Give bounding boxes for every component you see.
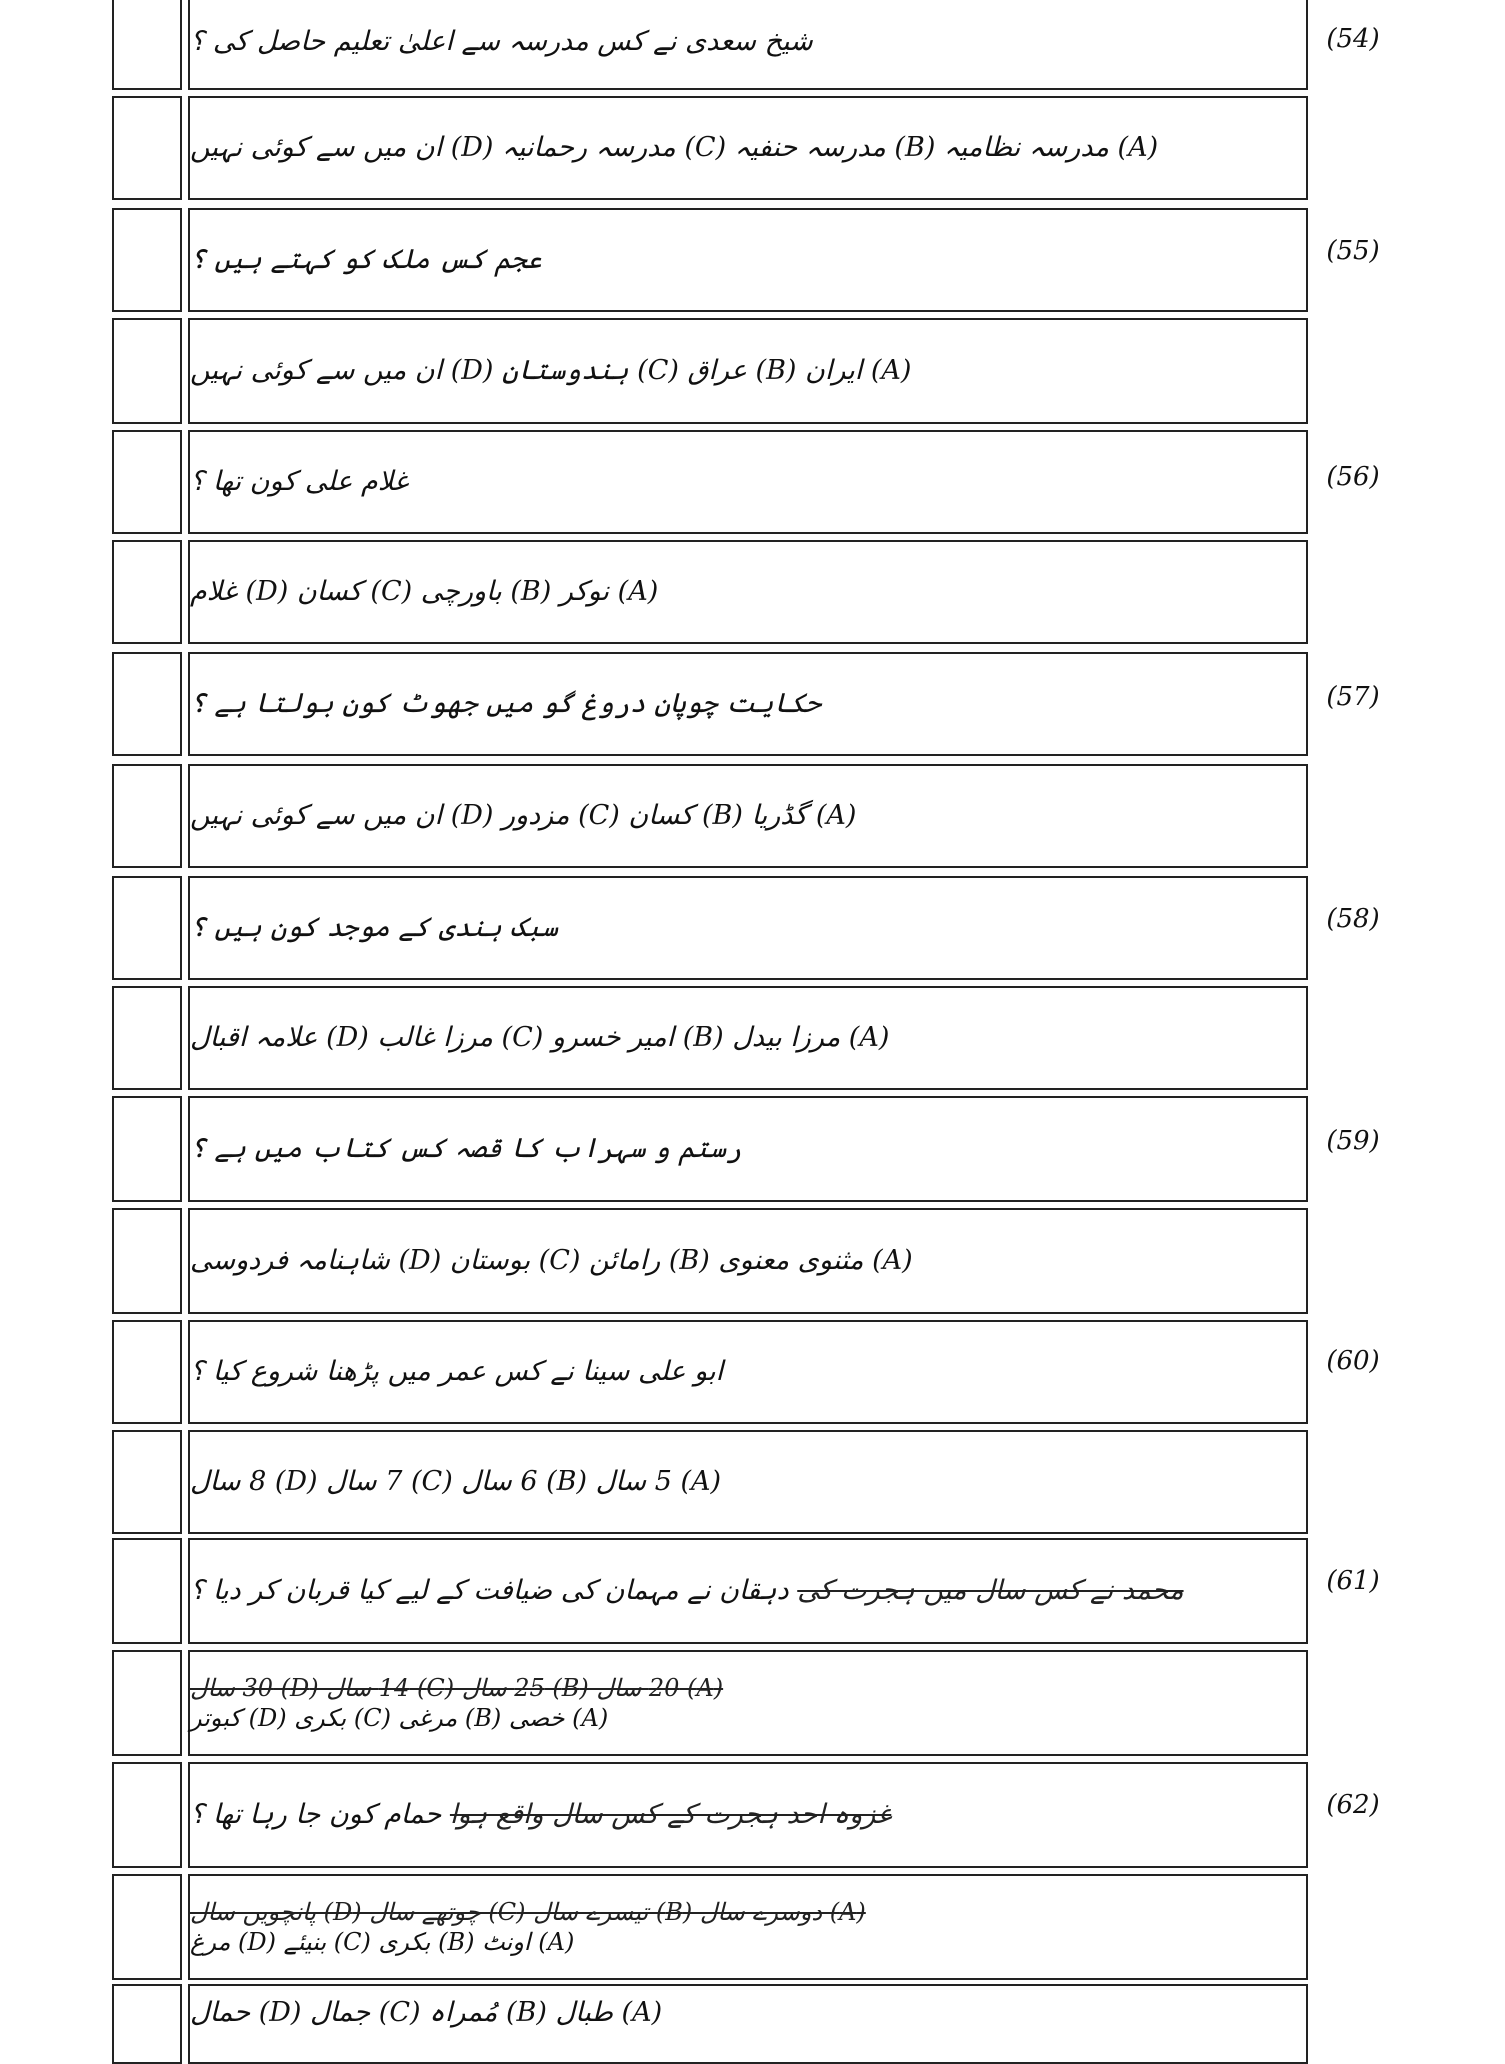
options-row-61 bbox=[112, 1650, 1308, 1756]
question-number: (57) bbox=[1326, 682, 1380, 712]
options-cell bbox=[188, 1984, 1308, 2064]
answer-box[interactable] bbox=[112, 318, 182, 424]
question-row-58 bbox=[112, 876, 1308, 980]
question-text: حکایت چوپان دروغ گو میں جھوٹ کون بولتا ہے ؟ bbox=[190, 688, 821, 720]
question-text: رستم و سہراب کا قصہ کس کتاب میں ہے ؟ bbox=[190, 1133, 742, 1165]
question-text: غلام علی کون تھا ؟ bbox=[190, 466, 408, 498]
answer-box[interactable] bbox=[112, 652, 182, 756]
question-text: حمام کون جا رہا تھا ؟ bbox=[190, 1799, 442, 1831]
question-row-57 bbox=[112, 652, 1308, 756]
question-row-60 bbox=[112, 1320, 1308, 1424]
options-cell bbox=[188, 986, 1308, 1090]
question-text: ابو علی سینا نے کس عمر میں پڑھنا شروع کیا ؟ bbox=[190, 1356, 724, 1388]
answer-box[interactable] bbox=[112, 1538, 182, 1644]
question-cell bbox=[188, 0, 1308, 90]
question-row-55 bbox=[112, 208, 1308, 312]
question-cell bbox=[188, 430, 1308, 534]
answer-box[interactable] bbox=[112, 1208, 182, 1314]
options-text: (A) گڈریا (B) کسان (C) مزدور (D) ان میں سے کوئی نہیں bbox=[190, 800, 857, 832]
options-row-56 bbox=[112, 540, 1308, 644]
question-text: عجم کس ملک کو کہتے ہیں ؟ bbox=[190, 244, 543, 276]
question-cell bbox=[188, 1538, 1308, 1644]
answer-box[interactable] bbox=[112, 1096, 182, 1202]
question-number: (60) bbox=[1326, 1346, 1380, 1376]
answer-box[interactable] bbox=[112, 876, 182, 980]
question-row-61 bbox=[112, 1538, 1308, 1644]
answer-box[interactable] bbox=[112, 1762, 182, 1868]
question-number: (55) bbox=[1326, 236, 1380, 266]
question-cell bbox=[188, 1096, 1308, 1202]
answer-box[interactable] bbox=[112, 1984, 182, 2064]
question-text: سبک ہندی کے موجد کون ہیں ؟ bbox=[190, 912, 558, 944]
options-text: (A) طبال (B) مُمراہ (C) جمال (D) حمال bbox=[190, 1997, 663, 2028]
answer-box[interactable] bbox=[112, 540, 182, 644]
answer-box[interactable] bbox=[112, 1650, 182, 1756]
question-row-54 bbox=[112, 0, 1308, 90]
question-cell bbox=[188, 1320, 1308, 1424]
options-row-57 bbox=[112, 764, 1308, 868]
question-cell bbox=[188, 208, 1308, 312]
question-cell bbox=[188, 1762, 1308, 1868]
options-row-62 bbox=[112, 1874, 1308, 1980]
options-text: (A) نوکر (B) باورچی (C) کسان (D) غلام bbox=[190, 576, 659, 608]
options-text: (A) مدرسہ نظامیہ (B) مدرسہ حنفیہ (C) مدرسہ رحمانیہ (D) ان میں سے کوئی نہیں bbox=[190, 132, 1159, 164]
answer-box[interactable] bbox=[112, 1874, 182, 1980]
options-text: (A) مرزا بیدل (B) امیر خسرو (C) مرزا غالب (D) علامہ اقبال bbox=[190, 1022, 890, 1054]
question-text: دہقان نے مہمان کی ضیافت کے لیے کیا قربان کر دیا ؟ bbox=[190, 1575, 789, 1607]
options-cell bbox=[188, 1650, 1308, 1756]
options-text: (A) ایران (B) عراق (C) ہندوستان (D) ان میں سے کوئی نہیں bbox=[190, 355, 912, 387]
struck-options-text: (A) 20 سال (B) 25 سال (C) 14 سال (D) 30 سال bbox=[190, 1674, 724, 1702]
options-row-58 bbox=[112, 986, 1308, 1090]
options-cell bbox=[188, 1208, 1308, 1314]
question-cell bbox=[188, 652, 1308, 756]
struck-question-text: محمد نے کس سال میں ہجرت کی bbox=[797, 1575, 1184, 1607]
options-cell bbox=[188, 96, 1308, 200]
options-cell bbox=[188, 1874, 1308, 1980]
answer-box[interactable] bbox=[112, 1320, 182, 1424]
question-number: (61) bbox=[1326, 1566, 1380, 1596]
options-row-55 bbox=[112, 318, 1308, 424]
question-row-56 bbox=[112, 430, 1308, 534]
options-cell bbox=[188, 1430, 1308, 1534]
struck-options-text: (A) دوسرے سال (B) تیسرے سال (C) چوتھے سال (D) پانچویں سال bbox=[190, 1898, 866, 1926]
options-text: (A) مثنوی معنوی (B) رامائن (C) بوستان (D) شاہنامہ فردوسی bbox=[190, 1245, 913, 1277]
options-cell bbox=[188, 540, 1308, 644]
question-number: (54) bbox=[1326, 24, 1380, 54]
question-cell bbox=[188, 876, 1308, 980]
options-row-54 bbox=[112, 96, 1308, 200]
question-number: (59) bbox=[1326, 1126, 1380, 1156]
options-text: (A) اونٹ (B) بکری (C) بنیئے (D) مرغ bbox=[190, 1928, 575, 1956]
answer-box[interactable] bbox=[112, 1430, 182, 1534]
question-row-62 bbox=[112, 1762, 1308, 1868]
options-text: (A) خصی (B) مرغی (C) بکری (D) کبوتر bbox=[190, 1704, 609, 1732]
options-row-63 bbox=[112, 1984, 1308, 2064]
answer-box[interactable] bbox=[112, 764, 182, 868]
options-cell bbox=[188, 764, 1308, 868]
answer-box[interactable] bbox=[112, 208, 182, 312]
question-number: (62) bbox=[1326, 1790, 1380, 1820]
answer-box[interactable] bbox=[112, 0, 182, 90]
struck-question-text: غزوہ احد ہجرت کے کس سال واقع ہوا bbox=[449, 1799, 892, 1831]
question-row-59 bbox=[112, 1096, 1308, 1202]
question-text: شیخ سعدی نے کس مدرسہ سے اعلیٰ تعلیم حاصل کی ؟ bbox=[190, 26, 813, 58]
options-row-59 bbox=[112, 1208, 1308, 1314]
answer-box[interactable] bbox=[112, 96, 182, 200]
options-text: (A) 5 سال (B) 6 سال (C) 7 سال (D) 8 سال bbox=[190, 1466, 722, 1498]
question-number: (58) bbox=[1326, 904, 1380, 934]
options-row-60 bbox=[112, 1430, 1308, 1534]
question-number: (56) bbox=[1326, 462, 1380, 492]
answer-box[interactable] bbox=[112, 430, 182, 534]
options-cell bbox=[188, 318, 1308, 424]
answer-box[interactable] bbox=[112, 986, 182, 1090]
